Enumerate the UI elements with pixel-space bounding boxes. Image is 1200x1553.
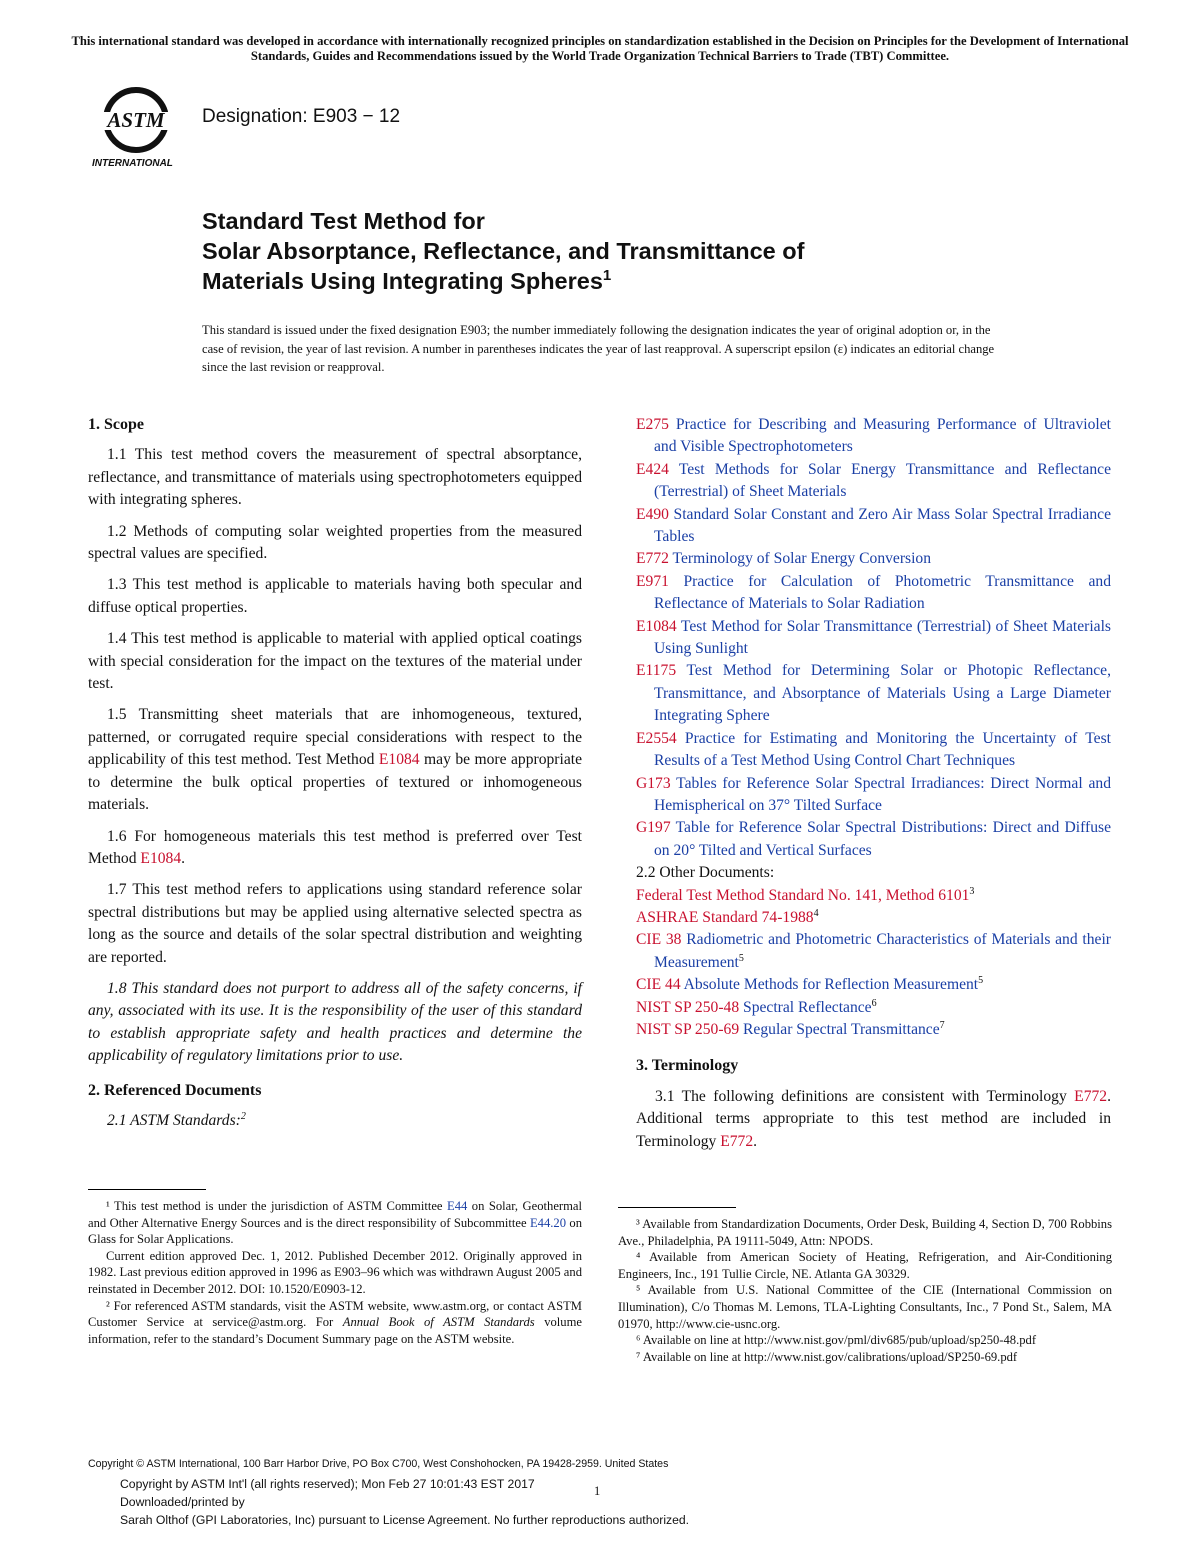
scope-1-8: 1.8 This standard does not purport to address all of the safety concerns, if any, associated with its use. It is the responsibility of the user of this standard to establish appropriate safety and health practices and determine the applicability of regulatory limitations prior to use. [88, 979, 582, 1065]
astm-standard-title[interactable]: Practice for Describing and Measuring Performance of Ultraviolet and Visible Spectrophotometers [654, 416, 1111, 456]
logo-text: ASTM [107, 108, 165, 132]
terminology-3-1: 3.1 The following definitions are consistent with Terminology E772. Additional terms appropriate to this test method are included in Terminology E772. [636, 1087, 1111, 1150]
astm-standard-item [636, 571, 1111, 616]
scope-1-6: 1.6 For homogeneous materials this test method is preferred over Test Method E1084. [88, 827, 582, 867]
license-line-1: Copyright by ASTM Int'l (all rights reserved); Mon Feb 27 10:01:43 EST 2017 [120, 1477, 535, 1491]
footnote-1-edition: Current edition approved Dec. 1, 2012. Published December 2012. Originally approved in 1982. Last previous edition approved in 1996 as E903–96 which was withdrawn August 2005 and reinstated in December 2012. DOI: 10.1520/E0903-12. [88, 1248, 582, 1296]
title-line-1: Standard Test Method for [202, 208, 485, 234]
other-document-item [636, 974, 1111, 996]
other-document-item [636, 997, 1111, 1019]
scope-1-7: 1.7 This test method refers to applications using standard reference solar spectral distributions but may be applied using alternative selected spectra as long as the source and details of the solar spectral distribution and weighting are reported. [88, 881, 582, 966]
title-footnote-mark: 1 [602, 267, 612, 285]
astm-standard-title[interactable]: Tables for Reference Solar Spectral Irradiances: Direct Normal and Hemispherical on 37° Tilted Surface [654, 774, 1111, 814]
footnote-1: ¹ This test method is under the jurisdiction of ASTM Committee E44 on Solar, Geothermal and Other Alternative Energy Sources and is the direct responsibility of Subcommittee E44.20 on Glass for Solar Applications. [88, 1199, 583, 1247]
footnote-mark: 7 [939, 1019, 945, 1031]
scope-1-2: 1.2 Methods of computing solar weighted properties from the measured spectral values are specified. [88, 522, 582, 563]
astm-standard-code-link[interactable]: E490 [636, 505, 669, 523]
other-document-title[interactable]: Spectral Reflectance [739, 998, 872, 1016]
other-document-item [636, 907, 1111, 929]
footnote-mark: 3 [969, 885, 975, 897]
astm-standard-item [636, 504, 1111, 549]
e772-link[interactable]: E772 [1074, 1087, 1108, 1105]
other-document-item [636, 929, 1111, 974]
scope-1-5: 1.5 Transmitting sheet materials that are inhomogeneous, textured, patterned, or corrugated require special considerations with respect to the applicability of this test method. Test Method E1084 may be more appropriate to determine the bulk optical properties of textured or inhomogeneous materials. [88, 706, 582, 814]
astm-standards-list [636, 414, 1111, 862]
astm-standard-item [636, 817, 1111, 862]
footnote-3: ³ Available from Standardization Documents, Order Desk, Building 4, Section D, 700 Robbins Ave., Philadelphia, PA 19111-5049, Attn: NPODS. [618, 1217, 1112, 1248]
footnote-mark: 5 [978, 974, 984, 986]
footnote-4: ⁴ Available from American Society of Heating, Refrigeration, and Air-Conditioning Engineers, Inc., 191 Tullie Circle, NE. Atlanta GA 30329. [618, 1250, 1112, 1281]
other-document-code-link[interactable]: CIE 38 [636, 931, 682, 949]
scope-heading: 1. Scope [88, 416, 144, 433]
other-document-code-link[interactable]: ASHRAE Standard 74-1988 [636, 908, 814, 926]
astm-standard-title[interactable]: Standard Solar Constant and Zero Air Mass Solar Spectral Irradiance Tables [654, 505, 1111, 546]
scope-1-3: 1.3 This test method is applicable to materials having both specular and diffuse optical properties. [88, 576, 582, 616]
other-document-code-link[interactable]: NIST SP 250-48 [636, 998, 740, 1016]
astm-standard-item [636, 459, 1111, 504]
astm-standard-title[interactable]: Test Method for Determining Solar or Photopic Reflectance, Transmittance, and Absorptance of Materials Using a Large Diameter Integrating Sphere [654, 662, 1111, 725]
astm-standard-code-link[interactable]: E275 [636, 416, 669, 433]
astm-standard-item [636, 773, 1111, 818]
astm-standard-code-link[interactable]: E424 [636, 460, 669, 478]
e44-20-link[interactable]: E44.20 [529, 1215, 567, 1230]
e772-link[interactable]: E772 [720, 1132, 754, 1150]
astm-standard-item [636, 414, 1111, 459]
left-column [88, 414, 582, 1141]
footnote-divider-left [88, 1189, 206, 1190]
footnotes-right [618, 1216, 1112, 1365]
title-line-2: Solar Absorptance, Reflectance, and Transmittance of [202, 238, 805, 264]
other-document-item [636, 885, 1111, 907]
astm-standard-title[interactable]: Test Method for Solar Transmittance (Terrestrial) of Sheet Materials Using Sunlight [654, 617, 1111, 658]
other-document-code-link[interactable]: CIE 44 [636, 976, 681, 994]
other-document-title[interactable]: Regular Spectral Transmittance [739, 1020, 940, 1038]
footnote-divider-right [618, 1207, 736, 1208]
astm-standard-code-link[interactable]: G197 [636, 819, 671, 837]
other-documents-label: 2.2 Other Documents: [636, 864, 775, 882]
astm-standard-title[interactable]: Practice for Estimating and Monitoring the Uncertainty of Test Results of a Test Method Using Control Chart Techniques [654, 729, 1111, 770]
license-block [120, 1475, 689, 1529]
astm-standard-title[interactable]: Practice for Calculation of Photometric Transmittance and Reflectance of Materials to Solar Radiation [654, 572, 1111, 613]
scope-1-4: 1.4 This test method is applicable to material with applied optical coatings with special consideration for the impact on the textures of the material under test. [88, 630, 582, 693]
astm-standard-item [636, 616, 1111, 661]
header-note: This international standard was developed in accordance with internationally recognized principles on standardization established in the Decision on Principles for the Development of International Standards, Guides and Recommendations issued by the World Trade Organization Technical Barriers to Trade (TBT) Committee. [71, 34, 1129, 63]
title-line-3: Materials Using Integrating Spheres [202, 268, 603, 294]
astm-standard-item [636, 548, 1111, 570]
logo-subtext: INTERNATIONAL [92, 158, 173, 169]
right-column [636, 414, 1111, 1162]
other-document-title[interactable]: Absolute Methods for Reflection Measurement [680, 976, 979, 994]
astm-standard-item [636, 660, 1111, 727]
other-document-item [636, 1019, 1111, 1041]
footnote-5: ⁵ Available from U.S. National Committee of the CIE (International Commission on Illumination), C/o Thomas M. Lemons, TLA-Lighting Consultants, Inc., 7 Pond St., Salem, MA 01970, http://www.cie-usnc.org. [618, 1283, 1112, 1331]
other-documents-list [636, 885, 1111, 1042]
referenced-documents-heading: 2. Referenced Documents [88, 1081, 262, 1099]
footnote-mark: 4 [813, 907, 819, 919]
issued-note: This standard is issued under the fixed designation E903; the number immediately following the designation indicates the year of original adoption or, in the case of revision, the year of last revision. A number in parentheses indicates the year of last reapproval. A superscript epsilon (ε) indicates an editorial change since the last revision or reapproval. [202, 323, 995, 374]
astm-standard-item [636, 728, 1111, 773]
terminology-heading: 3. Terminology [636, 1057, 739, 1075]
license-line-3: Sarah Olthof (GPI Laboratories, Inc) pursuant to License Agreement. No further reproductions authorized. [120, 1513, 690, 1527]
astm-logo [88, 82, 188, 172]
e44-link[interactable]: E44 [447, 1199, 468, 1213]
page-number: 1 [594, 1484, 601, 1498]
astm-standard-code-link[interactable]: G173 [636, 774, 671, 792]
other-document-code-link[interactable]: NIST SP 250-69 [636, 1020, 740, 1038]
astm-standard-code-link[interactable]: E971 [636, 572, 669, 590]
scope-1-1: 1.1 This test method covers the measurement of spectral absorptance, reflectance, and transmittance of materials using spectrophotometers equipped with integrating spheres. [88, 446, 582, 509]
footnote-7: ⁷ Available on line at http://www.nist.gov/calibrations/upload/SP250-69.pdf [636, 1349, 1018, 1364]
other-document-title[interactable]: Radiometric and Photometric Characteristics of Materials and their Measurement [654, 931, 1111, 971]
astm-standards-label: 2.1 ASTM Standards:$^2$ [107, 1110, 246, 1129]
other-document-code-link[interactable]: Federal Test Method Standard No. 141, Method 6101 [636, 886, 970, 904]
e1084-link[interactable]: E1084 [140, 849, 182, 867]
astm-standard-code-link[interactable]: E1175 [636, 662, 677, 680]
footnote-6: ⁶ Available on line at http://www.nist.gov/pml/div685/pub/upload/sp250-48.pdf [636, 1333, 1037, 1348]
copyright-line: Copyright © ASTM International, 100 Barr Harbor Drive, PO Box C700, West Conshohocken, PA 19428-2959. United States [88, 1458, 669, 1470]
footnotes-left [88, 1198, 582, 1347]
astm-standard-code-link[interactable]: E1084 [636, 617, 677, 635]
footnote-mark: 5 [738, 952, 744, 964]
footnote-mark: 6 [871, 997, 877, 1009]
designation: Designation: E903 − 12 [202, 106, 401, 127]
astm-standard-title[interactable]: Terminology of Solar Energy Conversion [668, 550, 932, 568]
astm-standard-title[interactable]: Table for Reference Solar Spectral Distributions: Direct and Diffuse on 20° Tilted and Vertical Surfaces [654, 819, 1111, 859]
astm-standard-code-link[interactable]: E772 [636, 550, 669, 568]
astm-standard-code-link[interactable]: E2554 [636, 729, 677, 747]
astm-standard-title[interactable]: Test Methods for Solar Energy Transmittance and Reflectance (Terrestrial) of Sheet Materials [654, 460, 1111, 501]
document-title [202, 206, 804, 296]
license-line-2: Downloaded/printed by [120, 1495, 245, 1509]
e1084-link[interactable]: E1084 [378, 751, 420, 769]
footnote-2: ² For referenced ASTM standards, visit the ASTM website, www.astm.org, or contact ASTM Customer Service at service@astm.org. For Annual Book of ASTM Standards volume information, refer to the standard’s Document Summary page on the ASTM website. [88, 1298, 582, 1346]
